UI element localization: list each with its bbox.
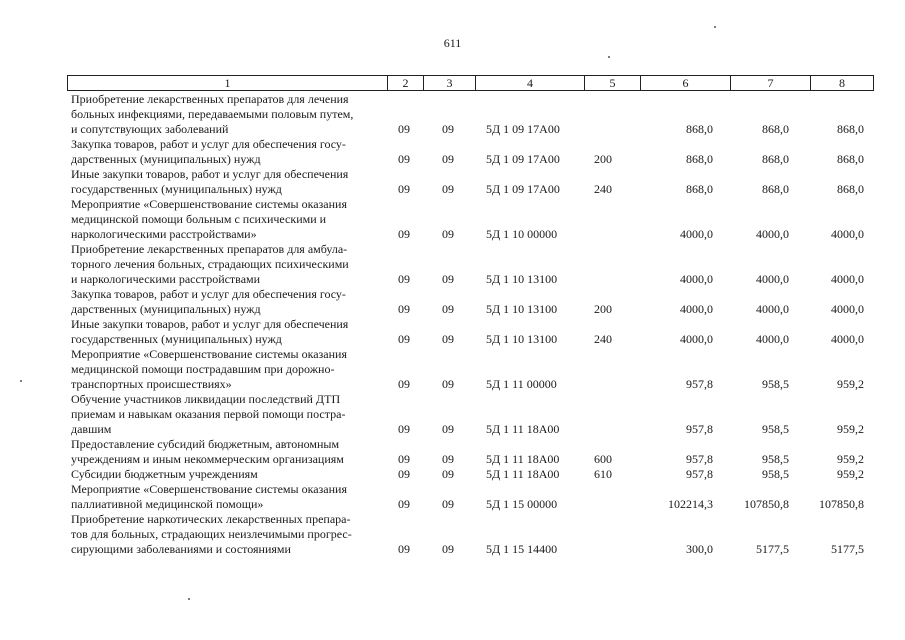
- cell-col8: 959,2: [837, 422, 864, 436]
- cell-col8: 959,2: [837, 467, 864, 481]
- scan-speck: [608, 56, 610, 58]
- table-row: [71, 512, 874, 557]
- header-col-1: 1: [68, 76, 388, 90]
- cell-col6: 957,8: [686, 467, 713, 481]
- cell-col3: 09: [442, 227, 454, 241]
- cell-col3: 09: [442, 122, 454, 136]
- cell-col6: 957,8: [686, 377, 713, 391]
- row-name: Мероприятие «Совершенствование системы оказания паллиативной медицинской помощи»: [71, 482, 347, 511]
- cell-col6: 300,0: [686, 542, 713, 556]
- cell-col8: 5177,5: [831, 542, 864, 556]
- cell-col3: 09: [442, 332, 454, 346]
- header-col-8: 8: [839, 76, 845, 90]
- cell-col6: 957,8: [686, 422, 713, 436]
- cell-col4: 5Д 1 09 17А00: [486, 152, 560, 166]
- scan-speck: [714, 26, 716, 28]
- cell-col2: 09: [398, 152, 410, 166]
- cell-col6: 4000,0: [680, 272, 713, 286]
- cell-col2: 09: [398, 122, 410, 136]
- cell-col7: 4000,0: [756, 332, 789, 346]
- cell-col2: 09: [398, 467, 410, 481]
- table-row: [71, 317, 874, 347]
- table-row: [71, 482, 874, 512]
- table-row: [71, 392, 874, 437]
- cell-col2: 09: [398, 542, 410, 556]
- cell-col2: 09: [398, 227, 410, 241]
- cell-col3: 09: [442, 302, 454, 316]
- cell-col2: 09: [398, 332, 410, 346]
- cell-col7: 4000,0: [756, 272, 789, 286]
- header-col-7: 7: [731, 76, 811, 90]
- row-name: Мероприятие «Совершенствование системы оказания медицинской помощи пострадавшим при дорожно- транспортных происшествиях»: [71, 347, 347, 391]
- cell-col2: 09: [398, 422, 410, 436]
- cell-col6: 4000,0: [680, 227, 713, 241]
- row-name: Субсидии бюджетным учреждениям: [71, 467, 258, 481]
- table-row: [71, 347, 874, 392]
- table-row: [71, 242, 874, 287]
- cell-col4: 5Д 1 09 17А00: [486, 122, 560, 136]
- cell-col8: 868,0: [837, 182, 864, 196]
- row-name: Приобретение лекарственных препаратов для амбула- торного лечения больных, страдающих психическими и наркологическими расстройствами: [71, 242, 349, 286]
- row-name: Закупка товаров, работ и услуг для обеспечения госу- дарственных (муниципальных) нужд: [71, 137, 346, 166]
- cell-col6: 957,8: [686, 452, 713, 466]
- cell-col8: 868,0: [837, 122, 864, 136]
- header-col-4: 4: [476, 76, 585, 90]
- cell-col8: 4000,0: [831, 272, 864, 286]
- cell-col6: 868,0: [686, 182, 713, 196]
- cell-col7: 868,0: [762, 182, 789, 196]
- cell-col3: 09: [442, 152, 454, 166]
- cell-col8: 4000,0: [831, 227, 864, 241]
- row-name: Приобретение лекарственных препаратов для лечения больных инфекциями, передаваемыми половым путем, и сопутствующих заболеваний: [71, 92, 354, 136]
- cell-col3: 09: [442, 272, 454, 286]
- table-body: [71, 92, 874, 557]
- cell-col3: 09: [442, 422, 454, 436]
- table-row: [71, 137, 874, 167]
- cell-col7: 958,5: [762, 452, 789, 466]
- cell-col6: 4000,0: [680, 302, 713, 316]
- table-row: [71, 167, 874, 197]
- cell-col8: 868,0: [837, 152, 864, 166]
- header-col-6: 6: [641, 76, 731, 90]
- table-header: [67, 75, 874, 91]
- cell-col2: 09: [398, 452, 410, 466]
- cell-col3: 09: [442, 542, 454, 556]
- cell-col8: 4000,0: [831, 332, 864, 346]
- cell-col4: 5Д 1 11 00000: [486, 377, 557, 391]
- cell-col2: 09: [398, 182, 410, 196]
- cell-col5: 200: [594, 302, 612, 316]
- cell-col4: 5Д 1 10 00000: [486, 227, 558, 241]
- page-number: 611: [443, 36, 462, 50]
- cell-col7: 5177,5: [756, 542, 789, 556]
- cell-col4: 5Д 1 10 13100: [486, 302, 558, 316]
- cell-col4: 5Д 1 11 18А00: [486, 467, 560, 481]
- scan-speck: [188, 598, 190, 600]
- cell-col7: 868,0: [762, 152, 789, 166]
- row-name: Закупка товаров, работ и услуг для обеспечения госу- дарственных (муниципальных) нужд: [71, 287, 346, 316]
- table-row: [71, 197, 874, 242]
- header-col-2: 2: [388, 76, 424, 90]
- table-row: [71, 92, 874, 137]
- row-name: Приобретение наркотических лекарственных препара- тов для больных, страдающих неизлечимыми прогрес- сирующими заболеваниями и состояниями: [71, 512, 352, 556]
- cell-col6: 868,0: [686, 122, 713, 136]
- row-name: Иные закупки товаров, работ и услуг для обеспечения государственных (муниципальных) нужд: [71, 167, 349, 196]
- cell-col8: 4000,0: [831, 302, 864, 316]
- cell-col7: 868,0: [762, 122, 789, 136]
- table-row: [71, 437, 874, 467]
- cell-col4: 5Д 1 15 14400: [486, 542, 558, 556]
- cell-col7: 958,5: [762, 422, 789, 436]
- cell-col4: 5Д 1 11 18А00: [486, 452, 560, 466]
- cell-col3: 09: [442, 182, 454, 196]
- row-name: Мероприятие «Совершенствование системы оказания медицинской помощи больным с психическими и наркологическими расстройствами»: [71, 197, 347, 241]
- cell-col3: 09: [442, 497, 454, 511]
- cell-col4: 5Д 1 15 00000: [486, 497, 558, 511]
- cell-col3: 09: [442, 452, 454, 466]
- cell-col8: 107850,8: [819, 497, 864, 511]
- cell-col7: 4000,0: [756, 227, 789, 241]
- cell-col2: 09: [398, 272, 410, 286]
- cell-col4: 5Д 1 09 17А00: [486, 182, 560, 196]
- row-name: Иные закупки товаров, работ и услуг для обеспечения государственных (муниципальных) нужд: [71, 317, 349, 346]
- scan-speck: [20, 380, 22, 382]
- cell-col8: 959,2: [837, 452, 864, 466]
- cell-col4: 5Д 1 11 18А00: [486, 422, 560, 436]
- cell-col4: 5Д 1 10 13100: [486, 272, 558, 286]
- cell-col5: 240: [594, 182, 612, 196]
- cell-col7: 958,5: [762, 377, 789, 391]
- table-row: [71, 287, 874, 317]
- cell-col2: 09: [398, 377, 410, 391]
- cell-col8: 959,2: [837, 377, 864, 391]
- cell-col5: 240: [594, 332, 612, 346]
- cell-col6: 4000,0: [680, 332, 713, 346]
- header-col-5: 5: [585, 76, 641, 90]
- cell-col2: 09: [398, 497, 410, 511]
- cell-col3: 09: [442, 377, 454, 391]
- cell-col7: 4000,0: [756, 302, 789, 316]
- cell-col6: 102214,3: [668, 497, 713, 511]
- cell-col4: 5Д 1 10 13100: [486, 332, 558, 346]
- row-name: Предоставление субсидий бюджетным, автономным учреждениям и иным некоммерческим организациям: [71, 437, 344, 466]
- row-name: Обучение участников ликвидации последствий ДТП приемам и навыкам оказания первой помощи постра- давшим: [71, 392, 346, 436]
- cell-col5: 610: [594, 467, 612, 481]
- table-row: [71, 467, 874, 482]
- header-col-3: 3: [424, 76, 476, 90]
- cell-col2: 09: [398, 302, 410, 316]
- cell-col6: 868,0: [686, 152, 713, 166]
- cell-col5: 200: [594, 152, 612, 166]
- cell-col3: 09: [442, 467, 454, 481]
- cell-col7: 107850,8: [744, 497, 789, 511]
- cell-col5: 600: [594, 452, 612, 466]
- cell-col7: 958,5: [762, 467, 789, 481]
